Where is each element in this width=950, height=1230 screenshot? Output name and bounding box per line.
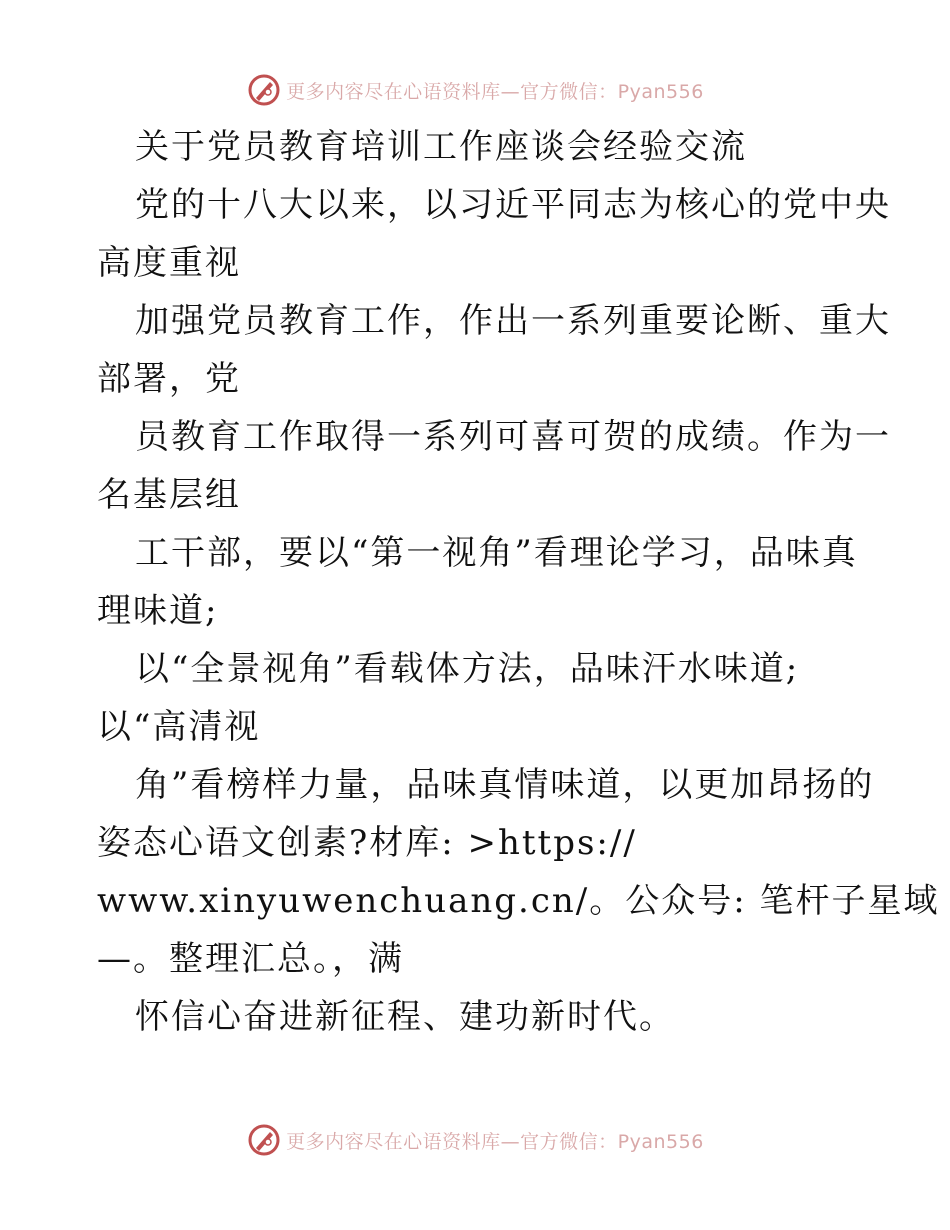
footer-banner [0,1120,950,1160]
text-line: 工干部，要以“第一视角”看理论学习，品味真 [135,533,858,573]
pen-logo-icon [246,72,282,108]
pen-logo-icon [246,1122,282,1158]
text-line: 关于党员教育培训工作座谈会经验交流 [135,127,747,167]
text-line: 名基层组 [97,475,241,515]
text-line: 以“全景视角”看载体方法，品味汗水味道; [135,649,800,689]
text-line: 以“高清视 [97,707,261,747]
text-line: 部署，党 [97,359,241,399]
text-line: 姿态心语文创素?材库: >https:// [97,823,637,863]
text-line: 党的十八大以来，以习近平同志为核心的党中央 [135,185,891,225]
header-banner [0,70,950,110]
text-line: www.xinyuwenchuang.cn/。公众号: 笔杆子星域 [97,881,940,921]
text-line: 加强党员教育工作，作出一系列重要论断、重大 [135,301,891,341]
document-body [97,118,940,1046]
text-line: 员教育工作取得一系列可喜可贺的成绩。作为一 [135,417,891,457]
banner-text: 更多内容尽在心语资料库—官方微信：Pyan556 [286,80,704,103]
banner-text: 更多内容尽在心语资料库—官方微信：Pyan556 [286,1130,704,1153]
text-line: —。整理汇总。，满 [97,939,404,979]
text-line: 怀信心奋进新征程、建功新时代。 [135,997,675,1037]
text-line: 角”看榜样力量，品味真情味道，以更加昂扬的 [135,765,875,805]
text-line: 理味道; [97,591,219,631]
text-line: 高度重视 [97,243,241,283]
